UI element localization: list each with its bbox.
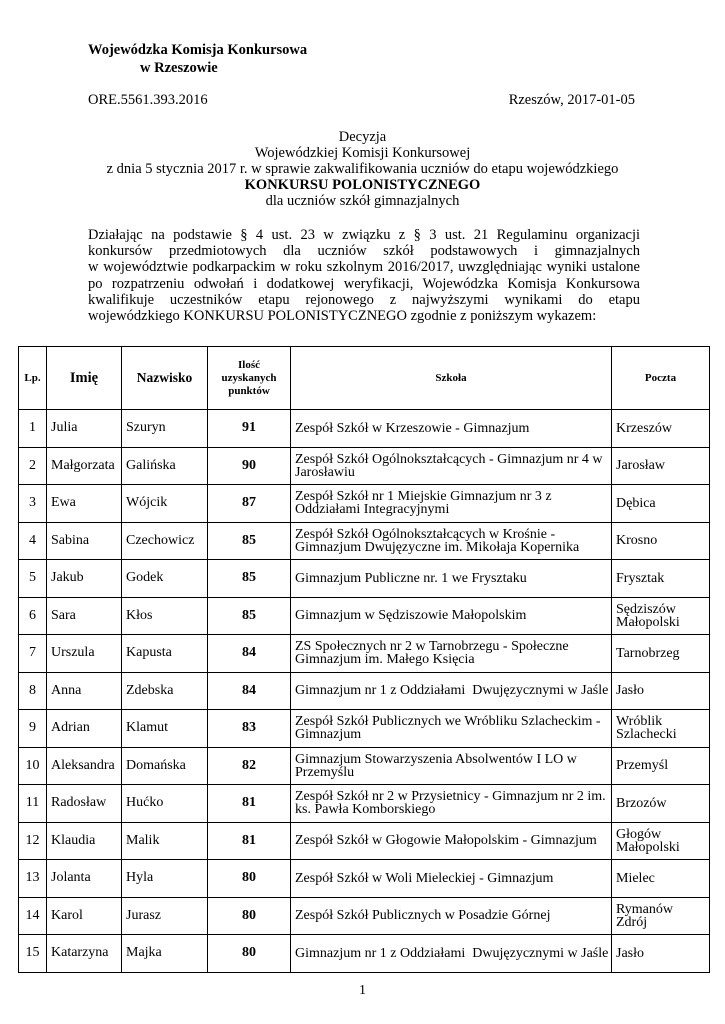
row-number: 4 (19, 522, 47, 560)
row-number: 2 (19, 447, 47, 485)
first-name: Ewa (47, 485, 122, 523)
school: Gimnazjum Publiczne nr. 1 we Frysztaku (291, 560, 612, 598)
last-name: Szuryn (122, 410, 208, 448)
city: Brzozów (612, 785, 710, 823)
school: Gimnazjum Stowarzyszenia Absolwentów I LO w Przemyślu (291, 747, 612, 785)
points: 85 (208, 597, 291, 635)
first-name: Radosław (47, 785, 122, 823)
city: Jasło (612, 672, 710, 710)
table-row (19, 560, 710, 598)
table-row (19, 935, 710, 973)
row-number: 11 (19, 785, 47, 823)
row-number: 1 (19, 410, 47, 448)
points: 80 (208, 897, 291, 935)
city: Przemyśl (612, 747, 710, 785)
city: Tarnobrzeg (612, 635, 710, 673)
header-first-name: Imię (47, 347, 122, 410)
last-name: Hyla (122, 860, 208, 898)
points: 84 (208, 672, 291, 710)
last-name: Kłos (122, 597, 208, 635)
decision-subject: z dnia 5 stycznia 2017 r. w sprawie zakwalifikowania uczniów do etapu wojewódzkiego (106, 161, 619, 177)
table-row (19, 672, 710, 710)
table-row (19, 822, 710, 860)
city: Głogów Małopolski (612, 822, 710, 860)
row-number: 7 (19, 635, 47, 673)
first-name: Adrian (47, 710, 122, 748)
table-row (19, 447, 710, 485)
organization-name: Wojewódzka Komisja Konkursowa (88, 42, 308, 58)
contest-audience: dla uczniów szkół gimnazjalnych (265, 193, 460, 209)
first-name: Małgorzata (47, 447, 122, 485)
school: Gimnazjum w Sędziszowie Małopolskim (291, 597, 612, 635)
table-row (19, 747, 710, 785)
points: 85 (208, 522, 291, 560)
city: Wróblik Szlachecki (612, 710, 710, 748)
row-number: 9 (19, 710, 47, 748)
first-name: Urszula (47, 635, 122, 673)
school: Zespół Szkół w Krzeszowie - Gimnazjum (291, 410, 612, 448)
school: Zespół Szkół w Głogowie Małopolskim - Gimnazjum (291, 822, 612, 860)
first-name: Jakub (47, 560, 122, 598)
row-number: 5 (19, 560, 47, 598)
table-row (19, 785, 710, 823)
points: 80 (208, 935, 291, 973)
points: 81 (208, 785, 291, 823)
city: Krosno (612, 522, 710, 560)
city: Dębica (612, 485, 710, 523)
row-number: 6 (19, 597, 47, 635)
school: Gimnazjum nr 1 z Oddziałami Dwujęzycznymi w Jaśle (291, 935, 612, 973)
body-line: w województwie podkarpackim w roku szkolnym 2016/2017, uwzględniając wyniki ustalone (88, 259, 640, 276)
table-row (19, 597, 710, 635)
table-header-row (19, 347, 710, 410)
first-name: Julia (47, 410, 122, 448)
row-number: 8 (19, 672, 47, 710)
first-name: Karol (47, 897, 122, 935)
row-number: 12 (19, 822, 47, 860)
table-row (19, 410, 710, 448)
place-and-date: Rzeszów, 2017-01-05 (508, 92, 635, 108)
school: Zespół Szkół Publicznych we Wróbliku Szlacheckim - Gimnazjum (291, 710, 612, 748)
city: Krzeszów (612, 410, 710, 448)
decision-issuer: Wojewódzkiej Komisji Konkursowej (254, 145, 471, 161)
school: Zespół Szkół w Woli Mieleckiej - Gimnazjum (291, 860, 612, 898)
body-line: wojewódzkiego KONKURSU POLONISTYCZNEGO zgodnie z poniższym wykazem: (88, 308, 597, 325)
last-name: Klamut (122, 710, 208, 748)
first-name: Sara (47, 597, 122, 635)
points: 80 (208, 860, 291, 898)
table-row (19, 860, 710, 898)
header-school: Szkoła (291, 347, 612, 410)
page-number: 1 (359, 983, 366, 998)
last-name: Majka (122, 935, 208, 973)
row-number: 13 (19, 860, 47, 898)
table-row (19, 522, 710, 560)
first-name: Anna (47, 672, 122, 710)
header-points: Ilość uzyskanych punktów (208, 347, 291, 410)
school: Zespół Szkół Ogólnokształcących w Krośnie - Gimnazjum Dwujęzyczne im. Mikołaja Kopernika (291, 522, 612, 560)
points: 87 (208, 485, 291, 523)
body-line: kwalifikuje uczestników etapu rejonowego z najwyższymi wynikami do etapu (88, 291, 640, 308)
last-name: Godek (122, 560, 208, 598)
contest-name: KONKURSU POLONISTYCZNEGO (244, 177, 481, 193)
school: Zespół Szkół Ogólnokształcących - Gimnazjum nr 4 w Jarosławiu (291, 447, 612, 485)
body-line: po rozpatrzeniu odwołań i dodatkowej weryfikacji, Wojewódzka Komisja Konkursowa (88, 275, 640, 292)
last-name: Domańska (122, 747, 208, 785)
points: 91 (208, 410, 291, 448)
header-lp: Lp. (19, 347, 47, 410)
qualified-students-table (18, 346, 710, 973)
school: Zespół Szkół nr 2 w Przysietnicy - Gimnazjum nr 2 im. ks. Pawła Komborskiego (291, 785, 612, 823)
row-number: 14 (19, 897, 47, 935)
points: 83 (208, 710, 291, 748)
decision-title: Decyzja (338, 129, 387, 145)
last-name: Wójcik (122, 485, 208, 523)
row-number: 3 (19, 485, 47, 523)
city: Jasło (612, 935, 710, 973)
city: Sędziszów Małopolski (612, 597, 710, 635)
city: Mielec (612, 860, 710, 898)
reference-number: ORE.5561.393.2016 (88, 92, 208, 108)
row-number: 10 (19, 747, 47, 785)
first-name: Sabina (47, 522, 122, 560)
table-row (19, 897, 710, 935)
last-name: Czechowicz (122, 522, 208, 560)
points: 84 (208, 635, 291, 673)
points: 82 (208, 747, 291, 785)
header-city: Poczta (612, 347, 710, 410)
city: Jarosław (612, 447, 710, 485)
points: 85 (208, 560, 291, 598)
city: Rymanów Zdrój (612, 897, 710, 935)
first-name: Katarzyna (47, 935, 122, 973)
header-last-name: Nazwisko (122, 347, 208, 410)
decision-body (88, 227, 640, 324)
school: ZS Społecznych nr 2 w Tarnobrzegu - Społeczne Gimnazjum im. Małego Księcia (291, 635, 612, 673)
table-row (19, 635, 710, 673)
school: Zespół Szkół Publicznych w Posadzie Górnej (291, 897, 612, 935)
school: Gimnazjum nr 1 z Oddziałami Dwujęzycznymi w Jaśle (291, 672, 612, 710)
last-name: Malik (122, 822, 208, 860)
last-name: Hućko (122, 785, 208, 823)
city: Frysztak (612, 560, 710, 598)
last-name: Zdebska (122, 672, 208, 710)
body-line: Działając na podstawie § 4 ust. 23 w związku z § 3 ust. 21 Regulaminu organizacji (88, 227, 640, 243)
last-name: Kapusta (122, 635, 208, 673)
organization-city: w Rzeszowie (140, 60, 218, 76)
first-name: Klaudia (47, 822, 122, 860)
row-number: 15 (19, 935, 47, 973)
points: 90 (208, 447, 291, 485)
last-name: Galińska (122, 447, 208, 485)
table-row (19, 485, 710, 523)
school: Zespół Szkół nr 1 Miejskie Gimnazjum nr 3 z Oddziałami Integracyjnymi (291, 485, 612, 523)
first-name: Aleksandra (47, 747, 122, 785)
body-line: konkursów przedmiotowych dla uczniów szkół podstawowych i gimnazjalnych (88, 243, 640, 260)
last-name: Jurasz (122, 897, 208, 935)
table-row (19, 710, 710, 748)
first-name: Jolanta (47, 860, 122, 898)
points: 81 (208, 822, 291, 860)
